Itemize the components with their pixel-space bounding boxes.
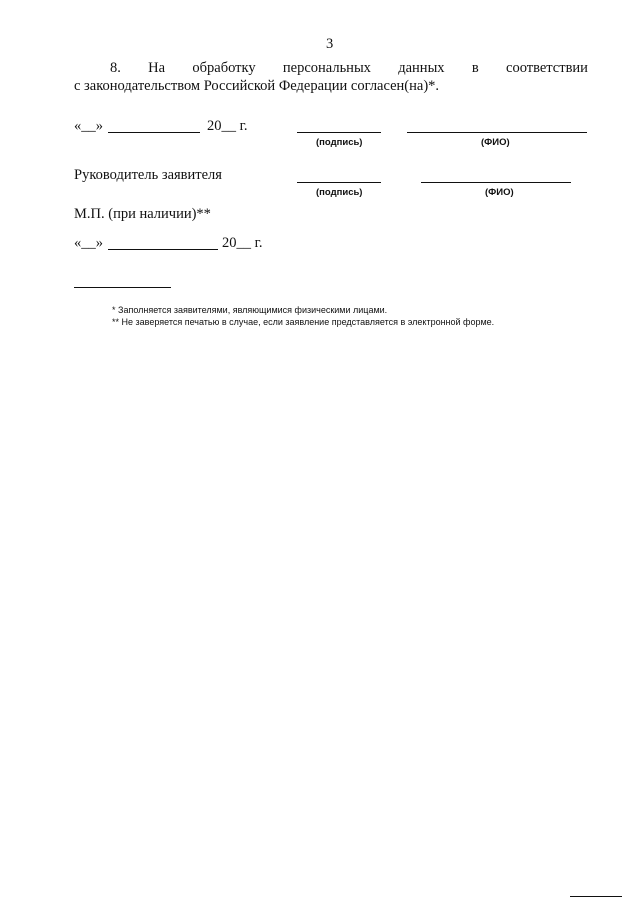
footnote-2: ** Не заверяется печатью в случае, если заявление представляется в электронной форме. bbox=[112, 317, 495, 327]
fio-line-1 bbox=[407, 132, 587, 133]
signature-caption-1: (подпись) bbox=[316, 137, 363, 148]
signature-caption-2: (подпись) bbox=[316, 187, 363, 198]
date-day-2: «__» bbox=[74, 235, 103, 251]
page-number: 3 bbox=[326, 36, 334, 52]
head-of-applicant-label: Руководитель заявителя bbox=[74, 167, 222, 183]
fio-caption-1: (ФИО) bbox=[481, 137, 510, 148]
signature-line-1 bbox=[297, 132, 381, 133]
date-month-line-2 bbox=[108, 249, 218, 250]
signature-line-2 bbox=[297, 182, 381, 183]
consent-word: персональных bbox=[282, 60, 371, 76]
consent-line-2: с законодательством Российской Федерации согласен(на)*. bbox=[74, 78, 440, 94]
consent-word: 8. bbox=[110, 60, 121, 76]
fio-line-2 bbox=[421, 182, 571, 183]
consent-word: данных bbox=[398, 60, 445, 76]
date-year-2: 20__ г. bbox=[222, 235, 263, 251]
fio-caption-2: (ФИО) bbox=[485, 187, 514, 198]
date-month-line-1 bbox=[108, 132, 200, 133]
consent-word: обработку bbox=[192, 60, 256, 76]
date-year-1: 20__ г. bbox=[207, 118, 248, 134]
footnote-1: * Заполняется заявителями, являющимися физическими лицами. bbox=[112, 305, 388, 315]
date-day-1: «__» bbox=[74, 118, 103, 134]
consent-word: в bbox=[471, 60, 479, 76]
bottom-right-rule bbox=[570, 896, 622, 897]
consent-line-1 bbox=[74, 60, 588, 77]
stamp-label: М.П. (при наличии)** bbox=[74, 206, 211, 222]
consent-word: На bbox=[148, 60, 166, 76]
consent-paragraph bbox=[74, 60, 588, 95]
consent-word: соответствии bbox=[506, 60, 588, 76]
footnote-separator bbox=[74, 287, 171, 288]
